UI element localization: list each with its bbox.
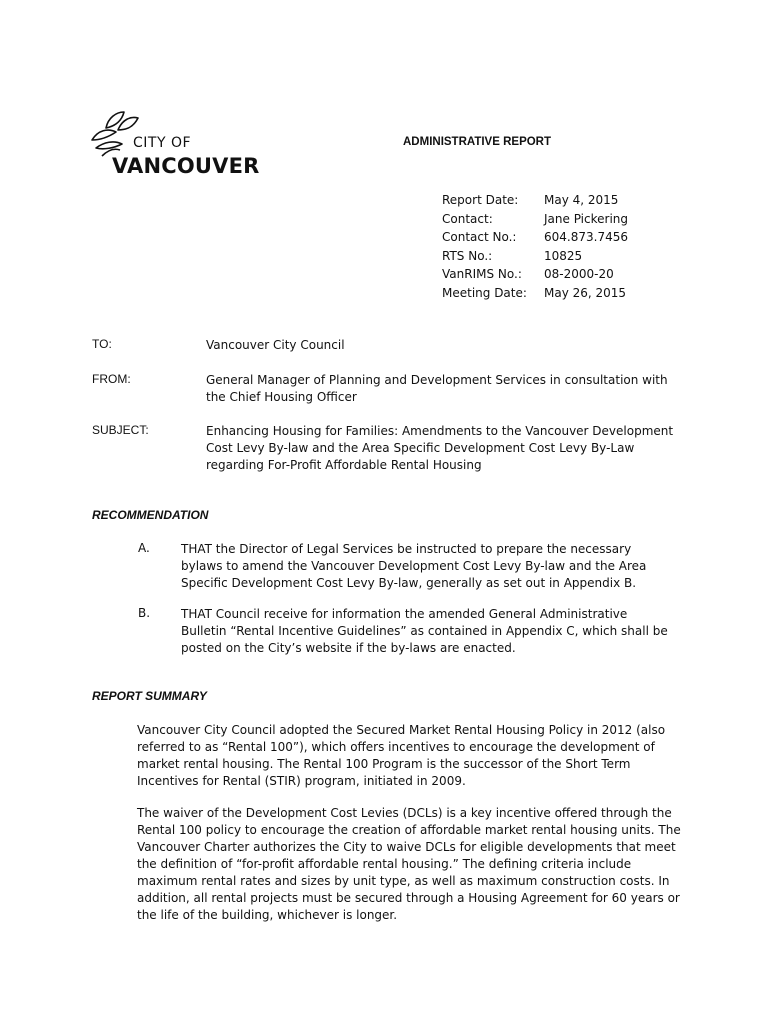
meta-label: Meeting Date: — [442, 285, 527, 300]
to-value: Vancouver City Council — [206, 338, 345, 352]
summary-paragraph-2: The waiver of the Development Cost Levies (DCLs) is a key incentive offered through the Rental 100 policy to encourage the creation of affordable market rental housing units. The Vancouver Charter authorizes the City to waive DCLs for eligible developments that meet the definition of “for-profit affordable rental housing.” The defining criteria include maximum rental rates and sizes by unit type, as well as maximum construction costs. In addition, all rental projects must be secured through a Housing Agreement for 60 years or the life of the building, whichever is longer. — [137, 806, 681, 922]
meta-value: 08-2000-20 — [544, 267, 614, 281]
meta-row-vanrims-no — [442, 267, 628, 286]
header-subject-row — [92, 423, 692, 474]
recommendation-item-b — [138, 606, 678, 657]
meta-row-report-date — [442, 193, 628, 212]
meta-value: Jane Pickering — [544, 211, 628, 226]
from-label: FROM: — [92, 372, 131, 386]
meta-value: 604.873.7456 — [544, 230, 628, 244]
subject-value: Enhancing Housing for Families: Amendments to the Vancouver Development Cost Levy By-law and the Area Specific Development Cost Levy By-Law regarding For-Profit Affordable Rental Housing — [206, 424, 674, 472]
subject-label: SUBJECT: — [92, 423, 149, 437]
meta-value: 10825 — [544, 248, 583, 263]
meta-row-meeting-date — [442, 286, 628, 305]
header-from-row — [92, 372, 692, 406]
report-summary-heading: REPORT SUMMARY — [92, 689, 207, 703]
to-label: TO: — [92, 337, 112, 351]
summary-paragraph-1: Vancouver City Council adopted the Secured Market Rental Housing Policy in 2012 (also referred to as “Rental 100”), which offers incentives to encourage the development of market rental housing. The Rental 100 Program is the successor of the Short Term Incentives for Rental (STIR) program, initiated in 2009. — [137, 723, 666, 788]
meta-label: Contact No.: — [442, 230, 517, 244]
meta-row-contact — [442, 212, 628, 231]
logo-city-of-text: CITY OF — [133, 135, 192, 151]
from-value: General Manager of Planning and Development Services in consultation with the Chief Housing Officer — [206, 373, 668, 404]
meta-row-rts-no — [442, 249, 628, 268]
meta-value: May 26, 2015 — [544, 285, 627, 300]
recommendation-item-text: THAT the Director of Legal Services be instructed to prepare the necessary bylaws to amend the Vancouver Development Cost Levy By-law and the Area Specific Development Cost Levy By-law, generally as set out in Appendix B. — [181, 542, 647, 590]
meta-row-contact-no — [442, 230, 628, 249]
meta-label: VanRIMS No.: — [442, 267, 522, 281]
recommendation-item-a — [138, 541, 678, 592]
recommendation-item-label: A. — [138, 541, 150, 555]
city-of-vancouver-logo — [88, 108, 278, 178]
meta-label: Contact: — [442, 211, 493, 226]
meta-label: Report Date: — [442, 193, 519, 207]
recommendation-item-text: THAT Council receive for information the amended General Administrative Bulletin “Rental Incentive Guidelines” as contained in Appendix C, which shall be posted on the City’s website if the by-laws are enacted. — [181, 607, 668, 655]
recommendation-heading: RECOMMENDATION — [92, 508, 209, 522]
report-type-title: ADMINISTRATIVE REPORT — [403, 136, 552, 148]
report-meta — [442, 193, 628, 304]
logo-vancouver-text: VANCOUVER — [112, 154, 260, 178]
recommendation-item-label: B. — [138, 606, 151, 620]
header-to-row — [92, 337, 692, 354]
meta-value: May 4, 2015 — [544, 193, 619, 207]
meta-label: RTS No.: — [442, 248, 493, 263]
